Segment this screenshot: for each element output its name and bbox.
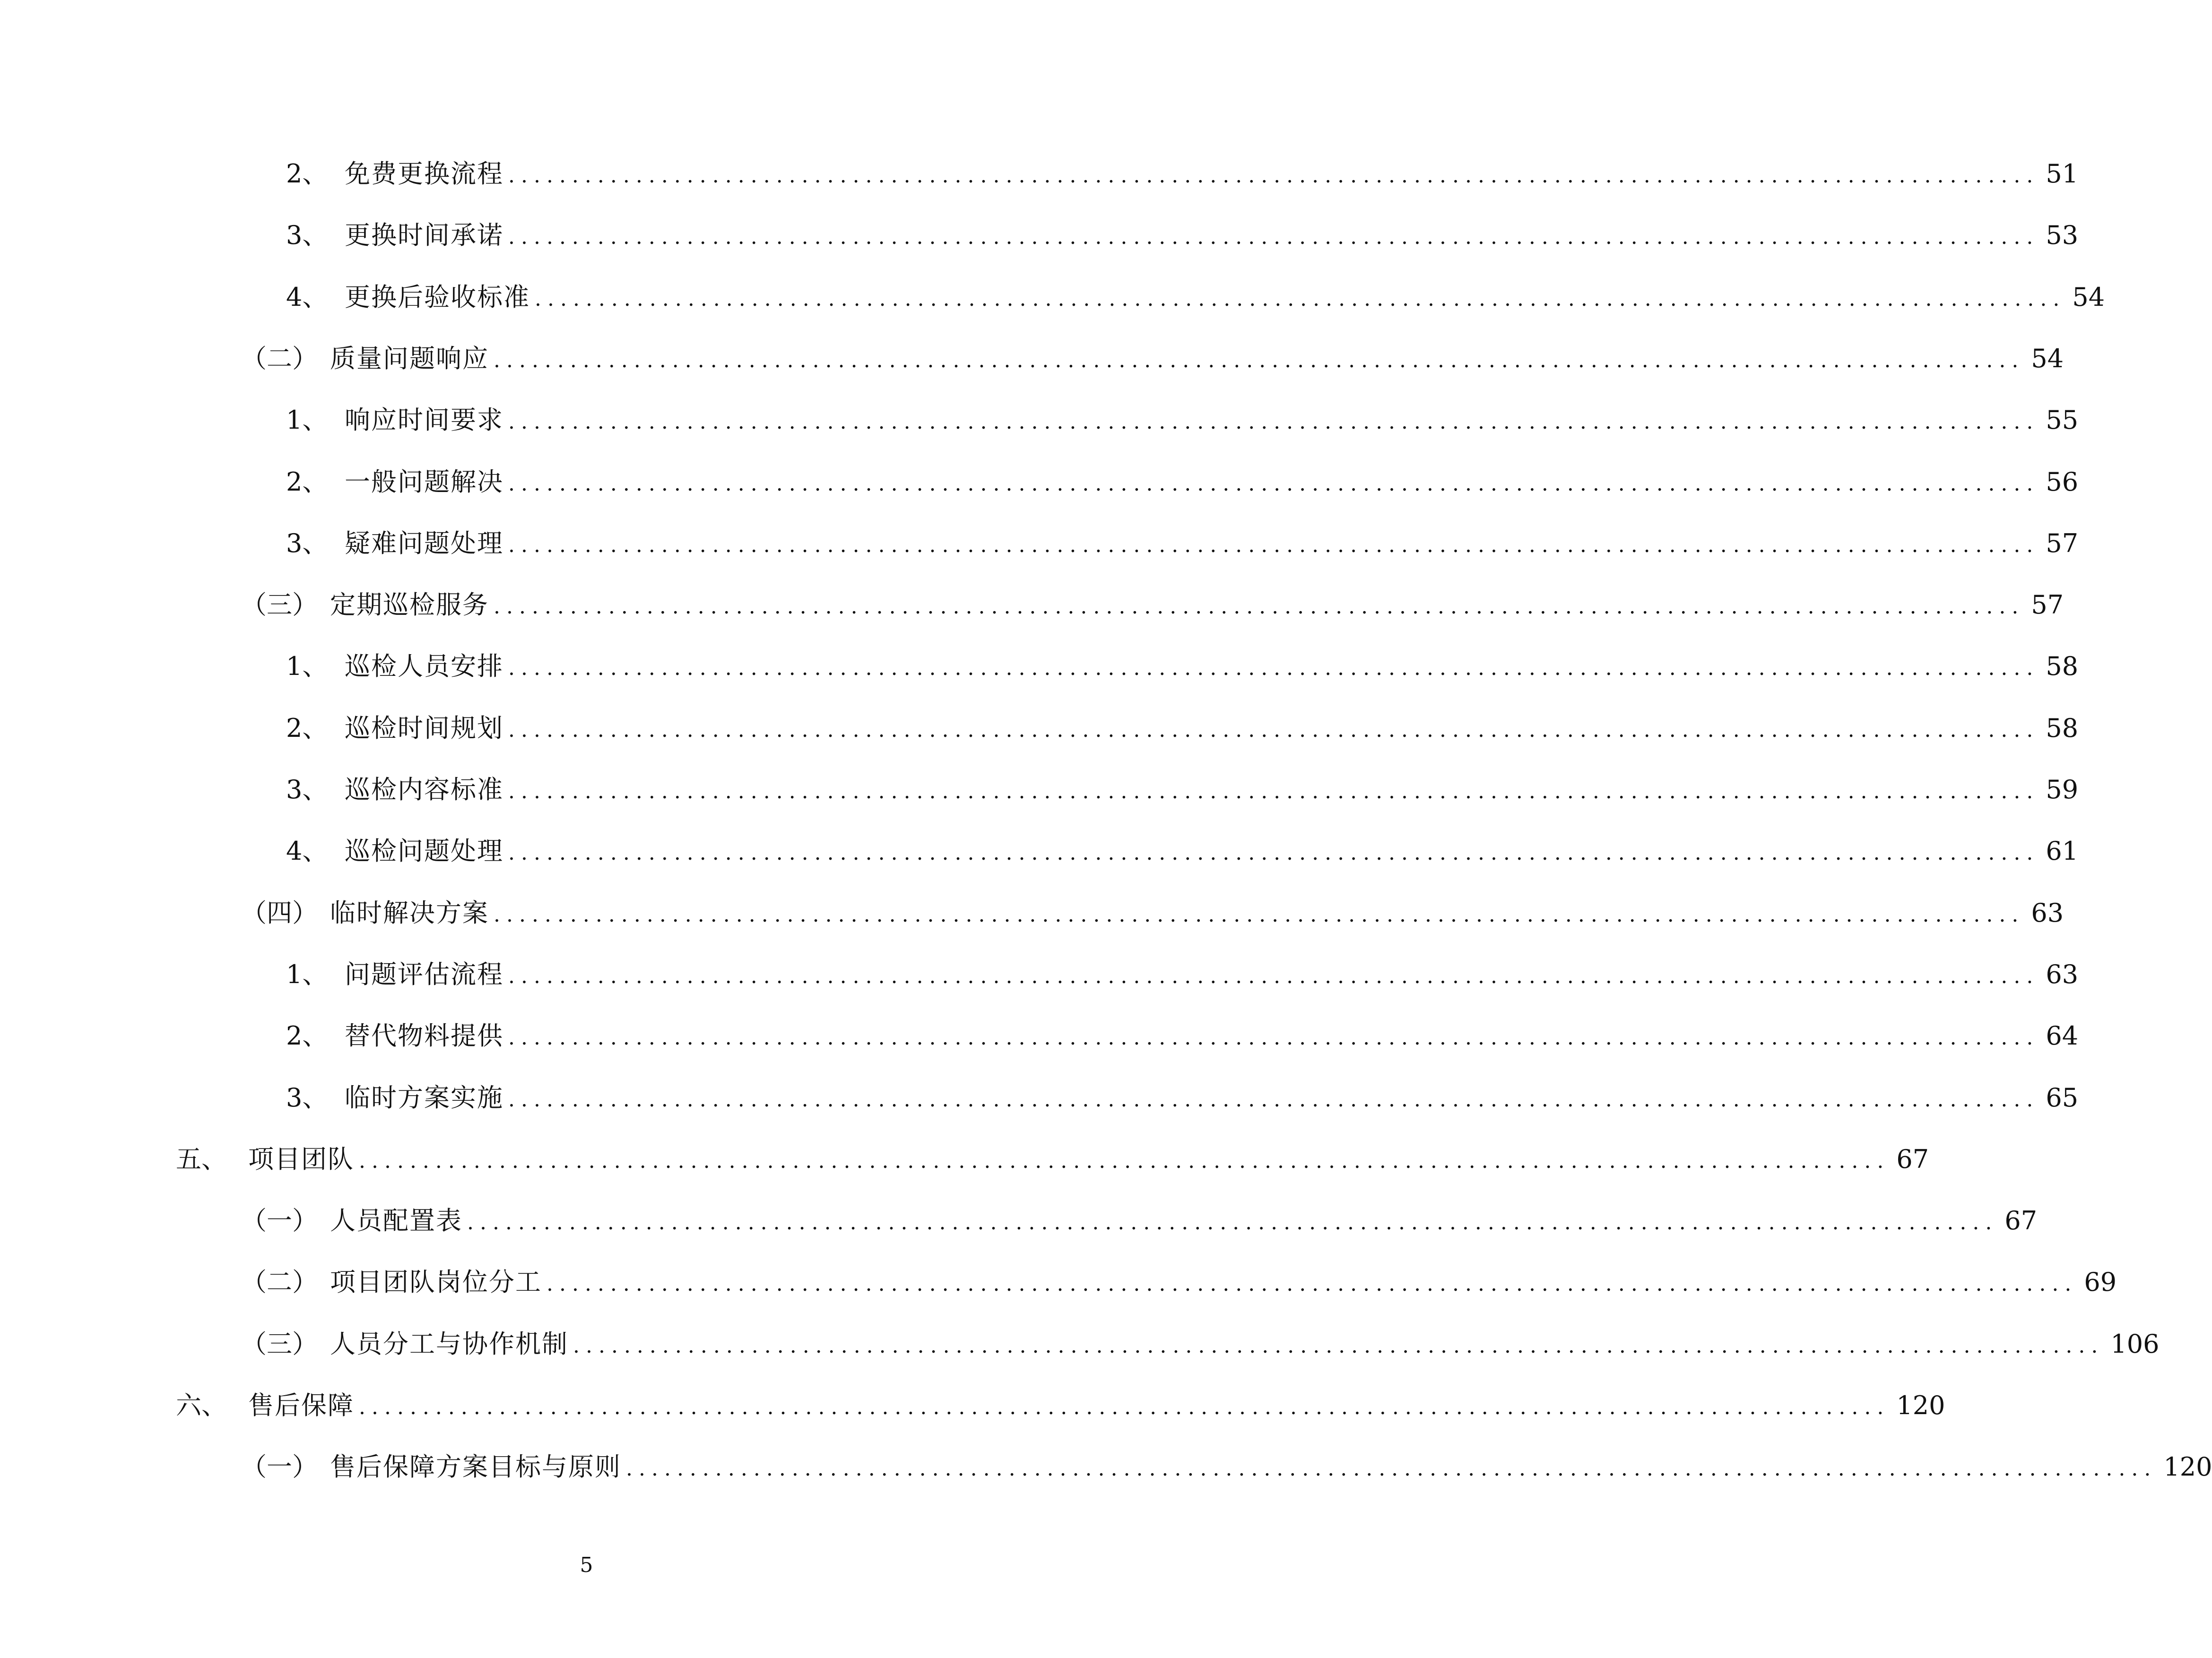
toc-entry-page-number: 55 xyxy=(2046,405,2079,435)
toc-entry-title: 项目团队 xyxy=(248,1144,354,1174)
toc-entry-number: 五、 xyxy=(176,1144,227,1174)
toc-entry[interactable] xyxy=(176,1136,1929,1183)
toc-entry[interactable] xyxy=(241,1259,2117,1306)
toc-entry-title: 人员配置表 xyxy=(330,1206,462,1235)
toc-entry-title: 更换时间承诺 xyxy=(345,220,503,250)
toc-entry-title: 响应时间要求 xyxy=(345,405,503,435)
toc-entry[interactable] xyxy=(286,705,2079,752)
toc-entry-page-number: 54 xyxy=(2072,282,2105,312)
toc-dot-leader: ........................................................................................................................ xyxy=(508,656,2039,680)
toc-dot-leader: ........................................................................................................................ xyxy=(467,1210,1998,1235)
page-number: 5 xyxy=(580,1553,593,1577)
toc-entry[interactable] xyxy=(286,274,2105,321)
toc-entry[interactable] xyxy=(286,212,2079,259)
toc-dot-leader: ........................................................................................................................ xyxy=(535,287,2066,311)
toc-entry[interactable] xyxy=(286,520,2079,567)
toc-entry-number: 3、 xyxy=(286,775,328,804)
toc-entry-page-number: 120 xyxy=(1896,1390,1945,1420)
toc-dot-leader: ........................................................................................................................ xyxy=(508,841,2039,865)
toc-entry-number: 六、 xyxy=(176,1390,227,1420)
toc-dot-leader: ........................................................................................................................ xyxy=(508,533,2039,557)
toc-entry[interactable] xyxy=(176,1382,1945,1429)
toc-entry-page-number: 64 xyxy=(2046,1021,2079,1051)
toc-entry-title: 巡检内容标准 xyxy=(345,775,503,804)
toc-entry-number: 1、 xyxy=(286,959,328,989)
toc-dot-leader: ........................................................................................................................ xyxy=(508,164,2039,188)
toc-entry-page-number: 61 xyxy=(2046,836,2079,866)
toc-entry-title: 临时解决方案 xyxy=(330,898,489,928)
toc-entry[interactable] xyxy=(286,458,2079,506)
toc-entry-page-number: 59 xyxy=(2046,775,2079,804)
toc-dot-leader: ........................................................................................................................ xyxy=(494,348,2025,372)
toc-entry-page-number: 65 xyxy=(2046,1083,2079,1113)
toc-entry-number: 4、 xyxy=(286,282,328,312)
toc-entry[interactable] xyxy=(286,1074,2079,1122)
toc-entry-page-number: 67 xyxy=(1896,1144,1929,1174)
toc-entry-page-number: 57 xyxy=(2031,590,2064,620)
toc-entry-number: （三） xyxy=(241,590,318,620)
toc-entry-title: 售后保障方案目标与原则 xyxy=(330,1452,621,1482)
toc-entry-title: 一般问题解决 xyxy=(345,467,503,497)
toc-entry-number: 3、 xyxy=(286,1083,328,1113)
toc-entry-page-number: 69 xyxy=(2084,1267,2117,1297)
toc-entry-title: 疑难问题处理 xyxy=(345,528,503,558)
toc-dot-leader: ........................................................................................................................ xyxy=(508,964,2039,988)
toc-dot-leader: ........................................................................................................................ xyxy=(508,472,2039,496)
toc-entry-number: （二） xyxy=(241,344,318,373)
toc-entry-page-number: 53 xyxy=(2046,220,2079,250)
toc-entry-title: 替代物料提供 xyxy=(345,1021,503,1051)
toc-entry-page-number: 58 xyxy=(2046,651,2079,681)
toc-entry[interactable] xyxy=(241,581,2064,629)
toc-entry-title: 人员分工与协作机制 xyxy=(330,1329,568,1359)
toc-entry[interactable] xyxy=(241,335,2064,382)
toc-entry-page-number: 54 xyxy=(2031,344,2064,373)
toc-entry-number: （三） xyxy=(241,1329,318,1359)
toc-dot-leader: ........................................................................................................................ xyxy=(494,903,2025,927)
toc-entry-title: 质量问题响应 xyxy=(330,344,489,373)
toc-entry-title: 更换后验收标准 xyxy=(345,282,530,312)
toc-entry-number: 2、 xyxy=(286,1021,328,1051)
toc-entry-title: 临时方案实施 xyxy=(345,1083,503,1113)
toc-entry-number: 1、 xyxy=(286,405,328,435)
toc-entry-page-number: 106 xyxy=(2110,1329,2160,1359)
toc-entry-title: 问题评估流程 xyxy=(345,959,503,989)
toc-entry[interactable] xyxy=(241,889,2064,937)
toc-dot-leader: ........................................................................................................................ xyxy=(508,225,2039,249)
toc-dot-leader: ........................................................................................................................ xyxy=(546,1272,2078,1296)
toc-entry-number: 2、 xyxy=(286,713,328,743)
toc-entry-number: 3、 xyxy=(286,528,328,558)
toc-dot-leader: ........................................................................................................................ xyxy=(508,1088,2039,1112)
toc-entry-title: 免费更换流程 xyxy=(345,159,503,189)
toc-dot-leader: ........................................................................................................................ xyxy=(508,410,2039,434)
toc-entry-title: 巡检人员安排 xyxy=(345,651,503,681)
toc-entry-page-number: 63 xyxy=(2031,898,2064,928)
toc-entry[interactable] xyxy=(286,766,2079,813)
toc-entry[interactable] xyxy=(241,1321,2160,1368)
toc-entry-title: 售后保障 xyxy=(248,1390,354,1420)
toc-entry-page-number: 67 xyxy=(2004,1206,2038,1235)
toc-entry[interactable] xyxy=(241,1443,2212,1491)
toc-dot-leader: ........................................................................................................................ xyxy=(359,1149,1890,1173)
toc-dot-leader: ........................................................................................................................ xyxy=(573,1334,2104,1358)
toc-entry-title: 巡检问题处理 xyxy=(345,836,503,866)
toc-entry-page-number: 57 xyxy=(2046,528,2079,558)
toc-entry-title: 项目团队岗位分工 xyxy=(330,1267,542,1297)
toc-entry[interactable] xyxy=(286,1012,2079,1060)
toc-entry-page-number: 56 xyxy=(2046,467,2079,497)
toc-dot-leader: ........................................................................................................................ xyxy=(359,1395,1890,1419)
toc-entry[interactable] xyxy=(241,1197,2038,1244)
toc-entry[interactable] xyxy=(286,828,2079,875)
toc-entry-title: 巡检时间规划 xyxy=(345,713,503,743)
toc-entry-number: （四） xyxy=(241,898,318,928)
toc-entry-number: 3、 xyxy=(286,220,328,250)
toc-entry-number: （一） xyxy=(241,1452,318,1482)
toc-entry-number: （一） xyxy=(241,1206,318,1235)
toc-dot-leader: ........................................................................................................................ xyxy=(508,1026,2039,1050)
toc-entry[interactable] xyxy=(286,643,2079,690)
toc-entry-title: 定期巡检服务 xyxy=(330,590,489,620)
toc-entry-number: 2、 xyxy=(286,467,328,497)
toc-entry[interactable] xyxy=(286,397,2079,444)
toc-entry-number: 4、 xyxy=(286,836,328,866)
toc-entry-number: 1、 xyxy=(286,651,328,681)
toc-dot-leader: ........................................................................................................................ xyxy=(626,1457,2157,1481)
toc-entry[interactable] xyxy=(286,150,2079,198)
toc-dot-leader: ........................................................................................................................ xyxy=(508,779,2039,803)
toc-entry-page-number: 120 xyxy=(2163,1452,2212,1482)
toc-entry[interactable] xyxy=(286,951,2079,998)
toc-entry-page-number: 63 xyxy=(2046,959,2079,989)
toc-dot-leader: ........................................................................................................................ xyxy=(494,595,2025,619)
toc-entry-page-number: 51 xyxy=(2046,159,2079,189)
toc-entry-number: 2、 xyxy=(286,159,328,189)
toc-entry-page-number: 58 xyxy=(2046,713,2079,743)
toc-entry-number: （二） xyxy=(241,1267,318,1297)
toc-dot-leader: ........................................................................................................................ xyxy=(508,718,2039,742)
